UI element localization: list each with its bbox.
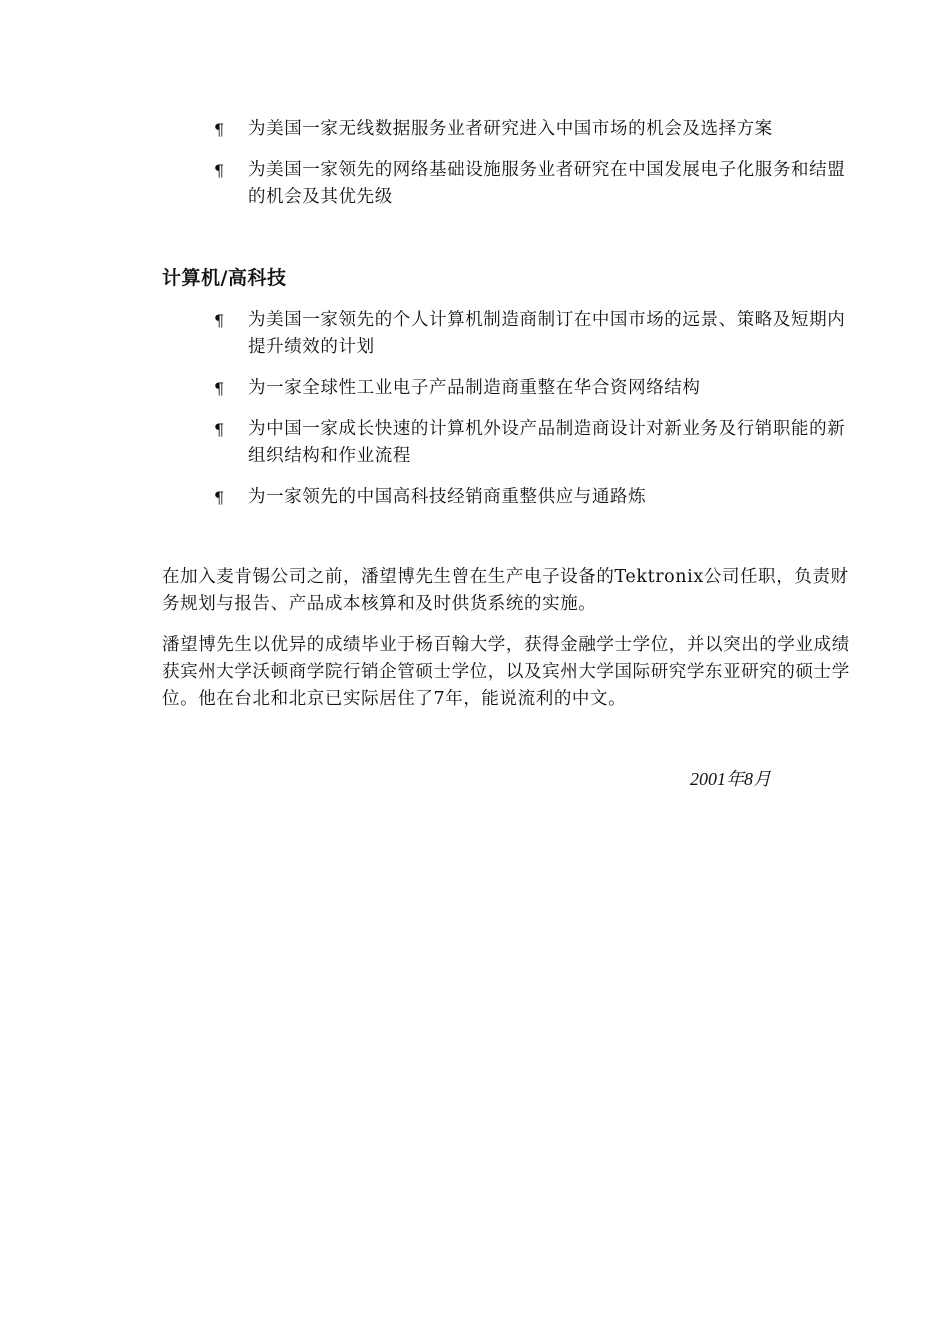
bullet-text: 为美国一家领先的网络基础设施服务业者研究在中国发展电子化服务和结盟的机会及其优先级 — [248, 160, 846, 207]
pilcrow-icon: ¶ — [214, 311, 225, 330]
pilcrow-icon: ¶ — [214, 420, 225, 439]
list-item — [214, 416, 854, 470]
pilcrow-icon: ¶ — [214, 161, 225, 180]
document-date: 2001年8月 — [690, 769, 771, 789]
list-item — [214, 484, 854, 511]
bio-paragraph-education: 潘望博先生以优异的成绩毕业于杨百翰大学，获得金融学士学位，并以突出的学业成绩获宾州大学沃顿商学院行销企管硕士学位，以及宾州大学国际研究学东亚研究的硕士学位。他在台北和北京已实际居住了7年，能说流利的中文。 — [162, 635, 850, 709]
list-item — [214, 307, 854, 361]
section-heading-computer: 计算机/高科技 — [162, 267, 287, 289]
pilcrow-icon: ¶ — [214, 488, 225, 507]
computer-bullet-list — [214, 307, 854, 511]
list-item — [214, 375, 854, 402]
bullet-text: 为一家全球性工业电子产品制造商重整在华合资网络结构 — [248, 378, 701, 398]
bullet-text: 为中国一家成长快速的计算机外设产品制造商设计对新业务及行销职能的新组织结构和作业流程 — [248, 419, 846, 466]
bullet-text: 为美国一家领先的个人计算机制造商制订在中国市场的远景、策略及短期内提升绩效的计划 — [248, 310, 846, 357]
pilcrow-icon: ¶ — [214, 120, 225, 139]
top-bullet-list — [214, 116, 854, 211]
bullet-text: 为一家领先的中国高科技经销商重整供应与通路炼 — [248, 487, 647, 507]
bio-paragraph-prior-experience: 在加入麦肯锡公司之前，潘望博先生曾在生产电子设备的Tektronix公司任职，负责财务规划与报告、产品成本核算和及时供货系统的实施。 — [162, 567, 849, 614]
bullet-text: 为美国一家无线数据服务业者研究进入中国市场的机会及选择方案 — [248, 119, 773, 139]
list-item — [214, 157, 854, 211]
list-item — [214, 116, 854, 143]
pilcrow-icon: ¶ — [214, 379, 225, 398]
